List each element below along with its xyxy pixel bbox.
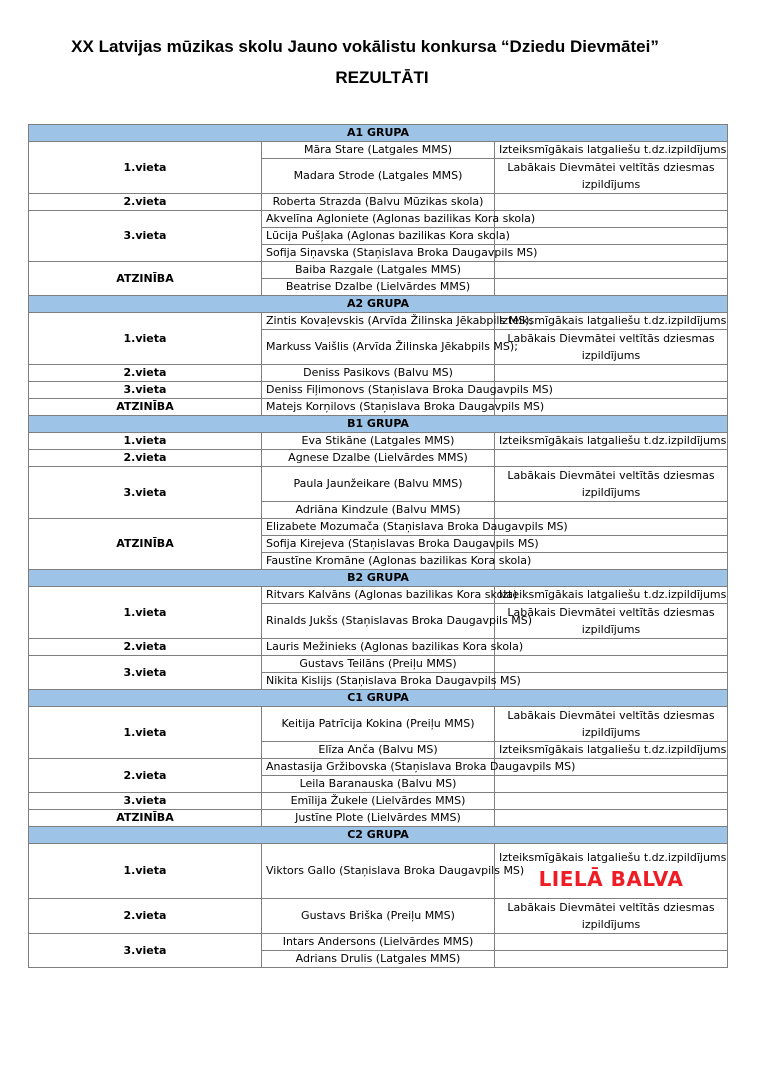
participant-name: Nikita Kislijs (Staņislava Broka Daugavpils MS)	[262, 673, 495, 690]
award-cell: Izteiksmīgākais latgaliešu t.dz.izpildījums	[495, 313, 728, 330]
participant-name: Lauris Mežinieks (Aglonas bazilikas Kora skola)	[262, 639, 495, 656]
participant-name: Rinalds Jukšs (Staņislavas Broka Daugavpils MS)	[262, 604, 495, 639]
place-cell: 1.vieta	[29, 707, 262, 759]
table-row	[29, 211, 728, 228]
table-row	[29, 433, 728, 450]
results-table	[28, 124, 728, 968]
participant-name: Elizabete Mozumača (Staņislava Broka Daugavpils MS)	[262, 519, 495, 536]
place-cell: 1.vieta	[29, 142, 262, 194]
place-cell: 3.vieta	[29, 382, 262, 399]
table-row	[29, 194, 728, 211]
award-cell: Labākais Dievmātei veltītās dziesmas izpildījums	[495, 604, 728, 639]
participant-name: Māra Stare (Latgales MMS)	[262, 142, 495, 159]
participant-name: Roberta Strazda (Balvu Mūzikas skola)	[262, 194, 495, 211]
table-row	[29, 382, 728, 399]
award-cell	[495, 776, 728, 793]
award-cell	[495, 810, 728, 827]
table-row	[29, 399, 728, 416]
participant-name: Intars Andersons (Lielvārdes MMS)	[262, 934, 495, 951]
participant-name: Viktors Gallo (Staņislava Broka Daugavpils MS)	[262, 844, 495, 899]
table-row	[29, 450, 728, 467]
award-cell	[495, 639, 728, 656]
table-row	[29, 262, 728, 279]
place-cell: 2.vieta	[29, 759, 262, 793]
award-cell: Labākais Dievmātei veltītās dziesmas izpildījums	[495, 159, 728, 194]
place-cell: 3.vieta	[29, 934, 262, 968]
participant-name: Justīne Plote (Lielvārdes MMS)	[262, 810, 495, 827]
award-cell: Izteiksmīgākais latgaliešu t.dz.izpildījums	[495, 433, 728, 450]
place-cell: 1.vieta	[29, 433, 262, 450]
participant-name: Sofija Siņavska (Staņislava Broka Daugavpils MS)	[262, 245, 495, 262]
award-cell	[495, 450, 728, 467]
group-header-c1: C1 GRUPA	[29, 690, 728, 707]
table-row	[29, 899, 728, 934]
award-cell	[495, 262, 728, 279]
table-row	[29, 810, 728, 827]
group-header-a2: A2 GRUPA	[29, 296, 728, 313]
award-cell	[495, 228, 728, 245]
participant-name: Lūcija Pušļaka (Aglonas bazilikas Kora skola)	[262, 228, 495, 245]
place-cell: 3.vieta	[29, 793, 262, 810]
award-cell	[495, 951, 728, 968]
participant-name: Deniss Fiļimonovs (Staņislava Broka Daugavpils MS)	[262, 382, 495, 399]
participant-name: Elīza Anča (Balvu MS)	[262, 742, 495, 759]
group-header-c2: C2 GRUPA	[29, 827, 728, 844]
award-cell	[495, 502, 728, 519]
participant-name: Eva Stikāne (Latgales MMS)	[262, 433, 495, 450]
award-cell: Izteiksmīgākais latgaliešu t.dz.izpildījums	[495, 587, 728, 604]
place-cell: 3.vieta	[29, 211, 262, 262]
place-cell: 2.vieta	[29, 899, 262, 934]
place-cell: ATZINĪBA	[29, 262, 262, 296]
grand-prize-label: LIELĀ BALVA	[538, 867, 684, 891]
award-cell	[495, 934, 728, 951]
participant-name: Gustavs Briška (Preiļu MMS)	[262, 899, 495, 934]
group-header-b2: B2 GRUPA	[29, 570, 728, 587]
place-cell: 2.vieta	[29, 450, 262, 467]
participant-name: Beatrise Dzalbe (Lielvārdes MMS)	[262, 279, 495, 296]
participant-name: Adrians Drulis (Latgales MMS)	[262, 951, 495, 968]
place-cell: 2.vieta	[29, 194, 262, 211]
table-row	[29, 707, 728, 742]
award-cell	[495, 844, 728, 899]
place-cell: 1.vieta	[29, 844, 262, 899]
award-cell: Labākais Dievmātei veltītās dziesmas izpildījums	[495, 899, 728, 934]
table-row	[29, 844, 728, 899]
table-row	[29, 365, 728, 382]
participant-name: Faustīne Kromāne (Aglonas bazilikas Kora skola)	[262, 553, 495, 570]
participant-name: Gustavs Teilāns (Preiļu MMS)	[262, 656, 495, 673]
table-row	[29, 587, 728, 604]
table-row	[29, 142, 728, 159]
award-cell: Labākais Dievmātei veltītās dziesmas izpildījums	[495, 707, 728, 742]
award-cell: Izteiksmīgākais latgaliešu t.dz.izpildījums	[495, 742, 728, 759]
award-cell	[495, 194, 728, 211]
table-row	[29, 639, 728, 656]
award-cell: Izteiksmīgākais latgaliešu t.dz.izpildījums	[495, 142, 728, 159]
participant-name: Deniss Pasikovs (Balvu MS)	[262, 365, 495, 382]
place-cell: ATZINĪBA	[29, 519, 262, 570]
place-cell: ATZINĪBA	[29, 810, 262, 827]
participant-name: Adriāna Kindzule (Balvu MMS)	[262, 502, 495, 519]
participant-name: Madara Strode (Latgales MMS)	[262, 159, 495, 194]
place-cell: 1.vieta	[29, 313, 262, 365]
place-cell: 1.vieta	[29, 587, 262, 639]
table-row	[29, 793, 728, 810]
participant-name: Matejs Korņilovs (Staņislava Broka Daugavpils MS)	[262, 399, 495, 416]
table-row	[29, 934, 728, 951]
group-header-b1: B1 GRUPA	[29, 416, 728, 433]
document-title: XX Latvijas mūzikas skolu Jauno vokālistu konkursa “Dziedu Dievmātei”	[71, 37, 659, 56]
place-cell: 3.vieta	[29, 656, 262, 690]
participant-name: Akvelīna Agloniete (Aglonas bazilikas Kora skola)	[262, 211, 495, 228]
participant-name: Paula Jaunžeikare (Balvu MMS)	[262, 467, 495, 502]
participant-name: Agnese Dzalbe (Lielvārdes MMS)	[262, 450, 495, 467]
award-cell	[495, 279, 728, 296]
place-cell: 2.vieta	[29, 639, 262, 656]
award-cell	[495, 365, 728, 382]
group-header-a1: A1 GRUPA	[29, 125, 728, 142]
award-cell	[495, 673, 728, 690]
award-cell: Labākais Dievmātei veltītās dziesmas izpildījums	[495, 330, 728, 365]
participant-name: Zintis Kovaļevskis (Arvīda Žilinska Jēkabpils MS);	[262, 313, 495, 330]
participant-name: Anastasija Gržibovska (Staņislava Broka Daugavpils MS)	[262, 759, 495, 776]
award-text: Izteiksmīgākais latgaliešu t.dz.izpildījums	[499, 851, 727, 864]
place-cell: 2.vieta	[29, 365, 262, 382]
table-row	[29, 313, 728, 330]
participant-name: Ritvars Kalvāns (Aglonas bazilikas Kora skola)	[262, 587, 495, 604]
table-row	[29, 656, 728, 673]
place-cell: ATZINĪBA	[29, 399, 262, 416]
participant-name: Sofija Kirejeva (Staņislavas Broka Daugavpils MS)	[262, 536, 495, 553]
participant-name: Leila Baranauska (Balvu MS)	[262, 776, 495, 793]
award-cell	[495, 793, 728, 810]
participant-name: Baiba Razgale (Latgales MMS)	[262, 262, 495, 279]
table-row	[29, 759, 728, 776]
table-row	[29, 519, 728, 536]
participant-name: Keitija Patrīcija Kokina (Preiļu MMS)	[262, 707, 495, 742]
award-cell	[495, 656, 728, 673]
award-cell: Labākais Dievmātei veltītās dziesmas izpildījums	[495, 467, 728, 502]
place-cell: 3.vieta	[29, 467, 262, 519]
participant-name: Emīlija Žukele (Lielvārdes MMS)	[262, 793, 495, 810]
table-row	[29, 467, 728, 502]
document-subtitle: REZULTĀTI	[335, 68, 429, 87]
participant-name: Markuss Vaišlis (Arvīda Žilinska Jēkabpils MS);	[262, 330, 495, 365]
